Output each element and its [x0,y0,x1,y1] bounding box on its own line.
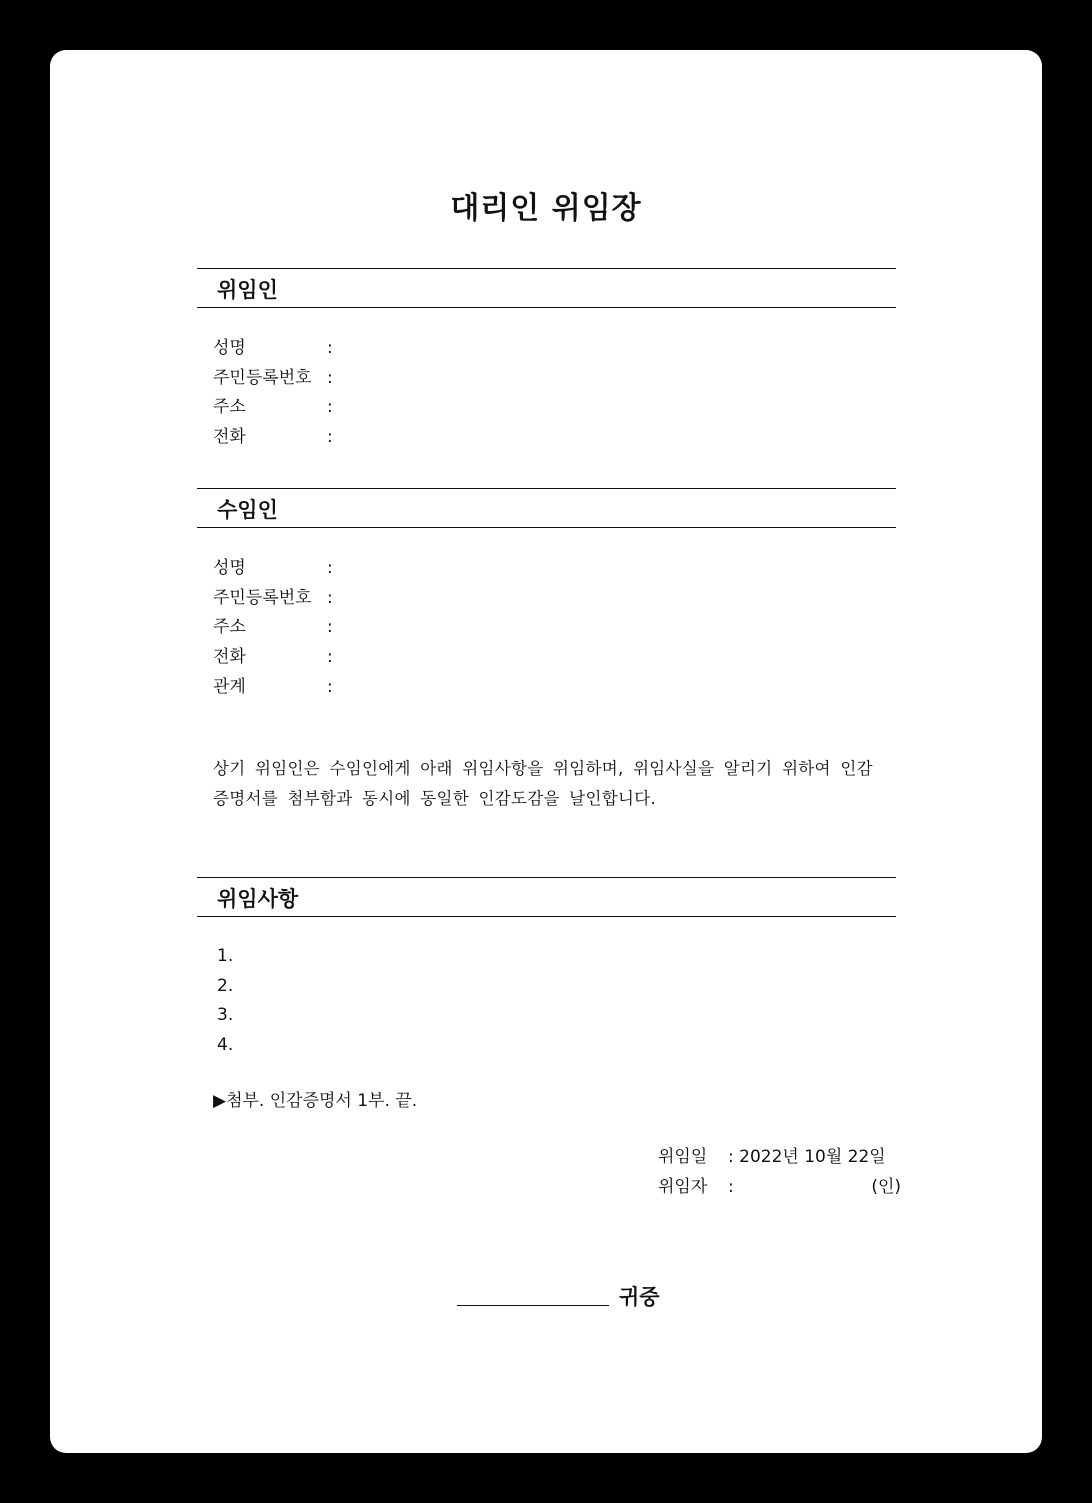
delegator-phone-row [213,423,333,453]
delegator-heading-label: 위임인 [217,278,278,302]
field-colon: : [327,367,333,388]
field-label: 관계 [213,676,246,697]
field-label: 주소 [213,397,246,418]
matters-list [217,942,233,1060]
delegator-address-row [213,393,333,423]
delegate-address-row [213,613,333,643]
delegate-heading [197,488,896,528]
field-label: 주민등록번호 [213,587,312,608]
list-item: 4. [217,1034,234,1055]
delegator-id-row [213,364,333,394]
field-colon: : [327,558,333,578]
delegator-fields [213,334,333,453]
field-colon: : [327,617,333,638]
field-label: 성명 [213,558,246,578]
list-item: 2. [217,975,234,996]
seal-mark: (인) [871,1177,901,1197]
list-item: 3. [217,1005,234,1025]
field-colon: : [327,676,333,697]
field-colon: : [327,587,333,608]
delegate-heading-label: 수임인 [217,498,278,522]
delegate-id-row [213,584,333,614]
date-label: 위임일 [658,1147,708,1167]
field-label: 주민등록번호 [213,367,312,388]
signer-label: 위임자 [658,1177,708,1197]
statement-line: 증명서를 첨부함과 동시에 동일한 인감도감을 날인합니다. [213,789,657,808]
document-title: 대리인 위임장 [450,191,642,226]
delegator-signature [658,1172,734,1197]
field-label: 성명 [213,338,246,358]
matters-heading-label: 위임사항 [217,887,299,911]
statement-line: 상기 위임인은 수임인에게 아래 위임사항을 위임하며, 위임사실을 알리기 위하여 인감 [213,759,873,778]
delegate-relation-row [213,673,333,703]
matters-heading [197,877,896,917]
signer-value: : [728,1177,734,1197]
delegator-heading [197,268,896,308]
field-label: 주소 [213,617,246,638]
document-page [50,50,1042,1453]
field-colon: : [327,647,333,668]
delegate-name-row [213,554,333,584]
recipient-blank-line [457,1305,609,1306]
field-colon: : [327,338,333,358]
field-label: 전화 [213,427,246,448]
list-item: 1. [217,946,234,966]
field-label: 전화 [213,647,246,668]
field-colon: : [327,427,333,448]
attachment-note: ▶첨부. 인감증명서 1부. 끝. [213,1091,418,1111]
field-colon: : [327,397,333,418]
delegator-name-row [213,334,333,364]
delegation-statement [213,754,883,814]
recipient-label: 귀중 [619,1285,660,1309]
date-value: : 2022년 10월 22일 [728,1147,886,1167]
delegate-fields [213,554,333,702]
delegate-phone-row [213,643,333,673]
delegation-date [658,1142,886,1167]
